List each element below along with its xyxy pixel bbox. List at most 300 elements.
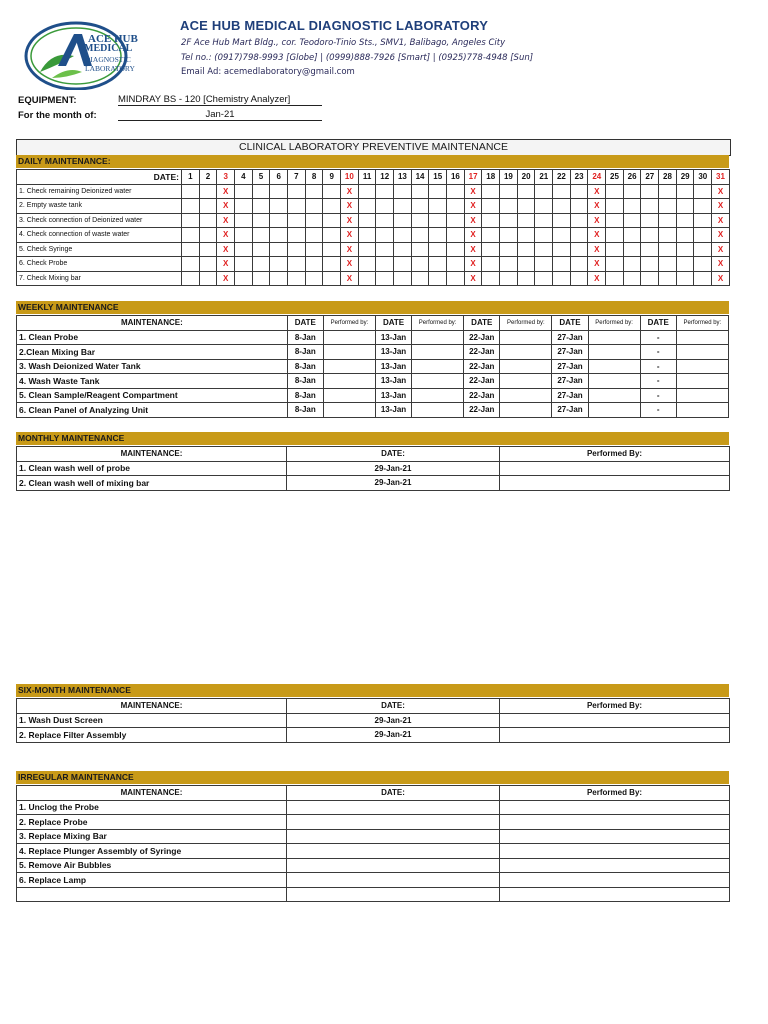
daily-check-cell <box>606 228 624 243</box>
daily-task-label: 3. Check connection of Deionized water <box>17 213 182 228</box>
weekly-performed-cell[interactable] <box>588 374 640 389</box>
daily-check-cell <box>641 184 659 199</box>
daily-check-cell <box>394 257 412 272</box>
irregular-row <box>17 800 730 815</box>
irregular-performed-cell[interactable] <box>500 873 730 888</box>
daily-check-cell: X <box>464 271 482 286</box>
daily-check-cell: X <box>588 199 606 214</box>
form-title: CLINICAL LABORATORY PREVENTIVE MAINTENANCE <box>16 139 731 156</box>
daily-check-cell <box>376 257 394 272</box>
weekly-performed-cell[interactable] <box>500 403 552 418</box>
daily-check-cell <box>429 257 447 272</box>
weekly-performed-cell[interactable] <box>500 374 552 389</box>
weekly-performed-cell[interactable] <box>588 345 640 360</box>
irregular-date[interactable] <box>287 858 500 873</box>
weekly-performed-cell[interactable] <box>412 403 464 418</box>
daily-check-cell <box>482 271 500 286</box>
irregular-performed-cell[interactable] <box>500 815 730 830</box>
weekly-task: 6. Clean Panel of Analyzing Unit <box>17 403 288 418</box>
daily-check-cell <box>305 213 323 228</box>
daily-check-cell: X <box>217 228 235 243</box>
daily-check-cell: X <box>712 257 730 272</box>
svg-text:DIAGNOSTIC: DIAGNOSTIC <box>85 55 131 64</box>
weekly-row <box>17 330 729 345</box>
daily-day-header: 4 <box>235 170 253 185</box>
daily-check-cell <box>623 199 641 214</box>
daily-check-cell <box>270 184 288 199</box>
irregular-row <box>17 858 730 873</box>
daily-check-cell <box>447 228 465 243</box>
weekly-date: 27-Jan <box>552 330 588 345</box>
irregular-col-performed: Performed By: <box>500 786 730 801</box>
weekly-date: 8-Jan <box>287 330 323 345</box>
daily-task-label: 4. Check connection of waste water <box>17 228 182 243</box>
daily-task-row <box>17 199 730 214</box>
weekly-date: 13-Jan <box>375 345 411 360</box>
daily-check-cell <box>659 257 677 272</box>
daily-check-cell <box>323 199 341 214</box>
daily-check-cell <box>323 228 341 243</box>
weekly-performed-cell[interactable] <box>500 359 552 374</box>
irregular-date[interactable] <box>287 815 500 830</box>
daily-check-cell: X <box>341 184 359 199</box>
weekly-performed-cell[interactable] <box>412 359 464 374</box>
irregular-performed-cell[interactable] <box>500 800 730 815</box>
daily-check-cell <box>358 228 376 243</box>
six-month-task: 1. Wash Dust Screen <box>17 713 287 728</box>
daily-check-cell <box>270 242 288 257</box>
daily-check-cell <box>694 184 712 199</box>
daily-check-cell <box>252 199 270 214</box>
daily-check-cell <box>182 184 200 199</box>
six-month-section-title: SIX-MONTH MAINTENANCE <box>16 684 729 697</box>
lab-telephone: Tel no.: (0917)798-9993 [Globe] | (0999)888-7926 [Smart] | (0925)778-4948 [Sun] <box>181 53 534 63</box>
daily-check-cell <box>482 228 500 243</box>
svg-text:MEDICAL: MEDICAL <box>84 43 133 54</box>
weekly-date: 22-Jan <box>464 345 500 360</box>
weekly-performed-cell[interactable] <box>500 388 552 403</box>
daily-check-cell <box>305 271 323 286</box>
daily-maintenance-table <box>16 169 730 286</box>
daily-check-cell <box>535 228 553 243</box>
weekly-performed-cell[interactable] <box>323 388 375 403</box>
daily-check-cell <box>482 199 500 214</box>
daily-check-cell <box>182 228 200 243</box>
daily-check-cell <box>358 184 376 199</box>
six-month-header-row <box>17 699 730 714</box>
daily-check-cell: X <box>712 228 730 243</box>
daily-task-row <box>17 213 730 228</box>
daily-check-cell: X <box>217 271 235 286</box>
daily-check-cell <box>235 271 253 286</box>
weekly-performed-cell[interactable] <box>588 330 640 345</box>
daily-check-cell <box>358 271 376 286</box>
weekly-performed-cell[interactable] <box>676 374 728 389</box>
weekly-performed-cell[interactable] <box>676 330 728 345</box>
irregular-row <box>17 844 730 859</box>
six-month-performed-cell[interactable] <box>500 728 730 743</box>
daily-check-cell: X <box>341 213 359 228</box>
daily-day-header: 18 <box>482 170 500 185</box>
weekly-col-date: DATE <box>552 316 588 331</box>
weekly-performed-cell[interactable] <box>500 345 552 360</box>
daily-check-cell <box>517 184 535 199</box>
irregular-performed-cell[interactable] <box>500 858 730 873</box>
weekly-task: 1. Clean Probe <box>17 330 288 345</box>
daily-check-cell: X <box>588 213 606 228</box>
daily-check-cell <box>235 213 253 228</box>
weekly-date: 8-Jan <box>287 403 323 418</box>
weekly-col-date: DATE <box>464 316 500 331</box>
daily-check-cell <box>676 199 694 214</box>
daily-check-cell <box>235 184 253 199</box>
daily-check-cell <box>429 242 447 257</box>
daily-task-row <box>17 257 730 272</box>
daily-check-cell <box>288 242 306 257</box>
daily-check-cell <box>570 242 588 257</box>
daily-check-cell <box>694 199 712 214</box>
irregular-date[interactable] <box>287 829 500 844</box>
daily-check-cell <box>199 213 217 228</box>
daily-task-label: 7. Check Mixing bar <box>17 271 182 286</box>
daily-check-cell: X <box>588 228 606 243</box>
weekly-date: - <box>640 359 676 374</box>
daily-check-cell <box>500 184 518 199</box>
svg-text:LABORATORY: LABORATORY <box>85 64 135 73</box>
daily-check-cell <box>323 184 341 199</box>
irregular-task: 4. Replace Plunger Assembly of Syringe <box>17 844 287 859</box>
equipment-value: MINDRAY BS - 120 [Chemistry Analyzer] <box>118 94 322 106</box>
weekly-col-performed: Performed by: <box>676 316 728 331</box>
daily-check-cell <box>641 242 659 257</box>
irregular-maintenance-table <box>16 785 730 902</box>
weekly-date: 13-Jan <box>375 330 411 345</box>
daily-check-cell <box>199 228 217 243</box>
daily-day-header: 8 <box>305 170 323 185</box>
daily-check-cell <box>553 184 571 199</box>
weekly-date: - <box>640 330 676 345</box>
weekly-performed-cell[interactable] <box>588 359 640 374</box>
weekly-col-date: DATE <box>287 316 323 331</box>
daily-check-cell <box>500 257 518 272</box>
daily-check-cell <box>641 257 659 272</box>
weekly-task: 2.Clean Mixing Bar <box>17 345 288 360</box>
daily-check-cell <box>641 199 659 214</box>
daily-check-cell <box>694 271 712 286</box>
daily-check-cell: X <box>712 199 730 214</box>
daily-check-cell <box>447 242 465 257</box>
daily-check-cell <box>641 228 659 243</box>
daily-check-cell <box>570 199 588 214</box>
daily-check-cell <box>517 199 535 214</box>
daily-check-cell: X <box>712 271 730 286</box>
daily-header-row <box>17 170 730 185</box>
daily-check-cell <box>482 184 500 199</box>
daily-task-label: 5. Check Syringe <box>17 242 182 257</box>
daily-check-cell <box>288 184 306 199</box>
monthly-date: 29-Jan-21 <box>287 476 500 491</box>
monthly-col-date: DATE: <box>287 447 500 462</box>
daily-check-cell <box>659 271 677 286</box>
daily-check-cell <box>570 271 588 286</box>
weekly-performed-cell[interactable] <box>412 345 464 360</box>
daily-check-cell <box>288 271 306 286</box>
daily-day-header: 26 <box>623 170 641 185</box>
daily-check-cell <box>447 184 465 199</box>
weekly-col-date: DATE <box>640 316 676 331</box>
daily-check-cell: X <box>464 257 482 272</box>
weekly-performed-cell[interactable] <box>412 374 464 389</box>
weekly-date: 13-Jan <box>375 388 411 403</box>
daily-check-cell <box>182 271 200 286</box>
irregular-date[interactable] <box>287 800 500 815</box>
daily-check-cell <box>182 242 200 257</box>
daily-check-cell <box>394 184 412 199</box>
daily-check-cell <box>500 228 518 243</box>
irregular-task: 6. Replace Lamp <box>17 873 287 888</box>
daily-check-cell <box>641 271 659 286</box>
weekly-performed-cell[interactable] <box>676 388 728 403</box>
daily-check-cell: X <box>712 242 730 257</box>
monthly-performed-cell[interactable] <box>500 461 730 476</box>
daily-day-header: 20 <box>517 170 535 185</box>
weekly-date: 8-Jan <box>287 345 323 360</box>
irregular-performed-cell[interactable] <box>500 829 730 844</box>
weekly-date: 27-Jan <box>552 403 588 418</box>
daily-check-cell <box>305 228 323 243</box>
daily-check-cell: X <box>341 228 359 243</box>
daily-check-cell <box>659 199 677 214</box>
daily-check-cell <box>394 213 412 228</box>
weekly-row <box>17 403 729 418</box>
daily-check-cell <box>323 242 341 257</box>
daily-check-cell <box>606 257 624 272</box>
six-month-row <box>17 713 730 728</box>
weekly-performed-cell[interactable] <box>323 359 375 374</box>
daily-day-header: 7 <box>288 170 306 185</box>
daily-check-cell <box>411 228 429 243</box>
month-label: For the month of: <box>18 110 97 121</box>
daily-check-cell <box>447 199 465 214</box>
daily-check-cell <box>641 213 659 228</box>
irregular-row <box>17 815 730 830</box>
daily-task-row <box>17 271 730 286</box>
daily-check-cell <box>553 242 571 257</box>
daily-day-header: 21 <box>535 170 553 185</box>
daily-check-cell <box>429 228 447 243</box>
weekly-date: 13-Jan <box>375 403 411 418</box>
weekly-performed-cell[interactable] <box>323 403 375 418</box>
weekly-date: - <box>640 345 676 360</box>
daily-check-cell <box>358 242 376 257</box>
daily-check-cell <box>252 242 270 257</box>
daily-day-header: 11 <box>358 170 376 185</box>
daily-check-cell: X <box>217 213 235 228</box>
daily-check-cell: X <box>341 242 359 257</box>
daily-check-cell <box>694 228 712 243</box>
daily-check-cell <box>235 257 253 272</box>
weekly-col-performed: Performed by: <box>323 316 375 331</box>
daily-day-header: 9 <box>323 170 341 185</box>
daily-day-header: 15 <box>429 170 447 185</box>
daily-check-cell <box>288 228 306 243</box>
six-month-date: 29-Jan-21 <box>287 713 500 728</box>
daily-day-header: 22 <box>553 170 571 185</box>
weekly-row <box>17 388 729 403</box>
daily-check-cell <box>623 271 641 286</box>
daily-check-cell <box>199 271 217 286</box>
daily-section-title: DAILY MAINTENANCE: <box>16 155 729 168</box>
daily-check-cell: X <box>217 184 235 199</box>
irregular-task <box>17 887 287 902</box>
daily-check-cell <box>553 199 571 214</box>
daily-check-cell <box>305 184 323 199</box>
weekly-header-row <box>17 316 729 331</box>
weekly-performed-cell[interactable] <box>500 330 552 345</box>
daily-check-cell <box>252 257 270 272</box>
weekly-performed-cell[interactable] <box>588 403 640 418</box>
daily-check-cell <box>429 184 447 199</box>
daily-check-cell <box>288 213 306 228</box>
daily-task-row <box>17 242 730 257</box>
daily-check-cell: X <box>464 184 482 199</box>
weekly-date: - <box>640 403 676 418</box>
daily-check-cell <box>535 199 553 214</box>
weekly-date: 27-Jan <box>552 345 588 360</box>
daily-check-cell <box>270 213 288 228</box>
daily-check-cell <box>394 199 412 214</box>
weekly-row <box>17 359 729 374</box>
daily-check-cell: X <box>588 184 606 199</box>
weekly-date: 8-Jan <box>287 388 323 403</box>
weekly-date: 8-Jan <box>287 374 323 389</box>
six-month-row <box>17 728 730 743</box>
weekly-performed-cell[interactable] <box>676 345 728 360</box>
weekly-date: 27-Jan <box>552 388 588 403</box>
daily-check-cell <box>235 242 253 257</box>
weekly-section-title: WEEKLY MAINTENANCE <box>16 301 729 314</box>
daily-check-cell <box>676 213 694 228</box>
daily-check-cell <box>606 213 624 228</box>
daily-check-cell <box>606 199 624 214</box>
daily-check-cell: X <box>341 257 359 272</box>
daily-check-cell <box>447 257 465 272</box>
daily-day-header: 14 <box>411 170 429 185</box>
daily-day-header: 25 <box>606 170 624 185</box>
daily-check-cell <box>411 213 429 228</box>
weekly-task: 5. Clean Sample/Reagent Compartment <box>17 388 288 403</box>
equipment-label: EQUIPMENT: <box>18 95 77 106</box>
daily-check-cell <box>553 228 571 243</box>
daily-check-cell: X <box>341 199 359 214</box>
weekly-performed-cell[interactable] <box>323 374 375 389</box>
daily-day-header: 10 <box>341 170 359 185</box>
daily-check-cell: X <box>464 213 482 228</box>
daily-task-row <box>17 228 730 243</box>
daily-check-cell <box>252 228 270 243</box>
daily-check-cell <box>429 199 447 214</box>
weekly-performed-cell[interactable] <box>412 330 464 345</box>
weekly-date: 22-Jan <box>464 374 500 389</box>
daily-check-cell <box>623 242 641 257</box>
daily-check-cell <box>553 271 571 286</box>
daily-check-cell <box>411 199 429 214</box>
irregular-date[interactable] <box>287 873 500 888</box>
weekly-performed-cell[interactable] <box>323 345 375 360</box>
daily-check-cell <box>376 184 394 199</box>
daily-check-cell <box>517 257 535 272</box>
weekly-date: 13-Jan <box>375 374 411 389</box>
daily-check-cell: X <box>588 242 606 257</box>
daily-check-cell <box>305 257 323 272</box>
weekly-date: - <box>640 374 676 389</box>
weekly-performed-cell[interactable] <box>588 388 640 403</box>
daily-task-label: 2. Empty waste tank <box>17 199 182 214</box>
daily-day-header: 28 <box>659 170 677 185</box>
daily-day-header: 29 <box>676 170 694 185</box>
daily-check-cell <box>182 257 200 272</box>
daily-check-cell <box>235 228 253 243</box>
daily-check-cell <box>570 257 588 272</box>
monthly-date: 29-Jan-21 <box>287 461 500 476</box>
weekly-date: 22-Jan <box>464 388 500 403</box>
daily-check-cell <box>606 271 624 286</box>
irregular-performed-cell[interactable] <box>500 887 730 902</box>
weekly-performed-cell[interactable] <box>676 403 728 418</box>
six-month-performed-cell[interactable] <box>500 713 730 728</box>
daily-check-cell <box>570 228 588 243</box>
daily-check-cell <box>358 257 376 272</box>
daily-check-cell: X <box>712 184 730 199</box>
irregular-task: 5. Remove Air Bubbles <box>17 858 287 873</box>
daily-check-cell <box>252 184 270 199</box>
daily-check-cell <box>535 257 553 272</box>
daily-check-cell <box>199 257 217 272</box>
monthly-section-title: MONTHLY MAINTENANCE <box>16 432 729 445</box>
daily-check-cell <box>199 242 217 257</box>
irregular-date[interactable] <box>287 887 500 902</box>
daily-check-cell <box>517 242 535 257</box>
daily-check-cell <box>199 184 217 199</box>
irregular-date[interactable] <box>287 844 500 859</box>
daily-check-cell <box>323 271 341 286</box>
weekly-date: 22-Jan <box>464 359 500 374</box>
weekly-performed-cell[interactable] <box>323 330 375 345</box>
monthly-performed-cell[interactable] <box>500 476 730 491</box>
daily-check-cell <box>500 242 518 257</box>
daily-check-cell <box>535 213 553 228</box>
daily-check-cell <box>288 199 306 214</box>
daily-day-header: 19 <box>500 170 518 185</box>
daily-check-cell <box>394 271 412 286</box>
daily-check-cell <box>411 257 429 272</box>
irregular-performed-cell[interactable] <box>500 844 730 859</box>
six-month-col-performed: Performed By: <box>500 699 730 714</box>
weekly-performed-cell[interactable] <box>676 359 728 374</box>
daily-check-cell <box>500 199 518 214</box>
six-month-date: 29-Jan-21 <box>287 728 500 743</box>
daily-check-cell <box>535 184 553 199</box>
daily-check-cell <box>376 213 394 228</box>
daily-day-header: 5 <box>252 170 270 185</box>
weekly-col-maintenance: MAINTENANCE: <box>17 316 288 331</box>
daily-check-cell <box>235 199 253 214</box>
weekly-performed-cell[interactable] <box>412 388 464 403</box>
daily-check-cell <box>429 213 447 228</box>
daily-check-cell <box>659 228 677 243</box>
daily-day-header: 13 <box>394 170 412 185</box>
daily-check-cell <box>500 271 518 286</box>
